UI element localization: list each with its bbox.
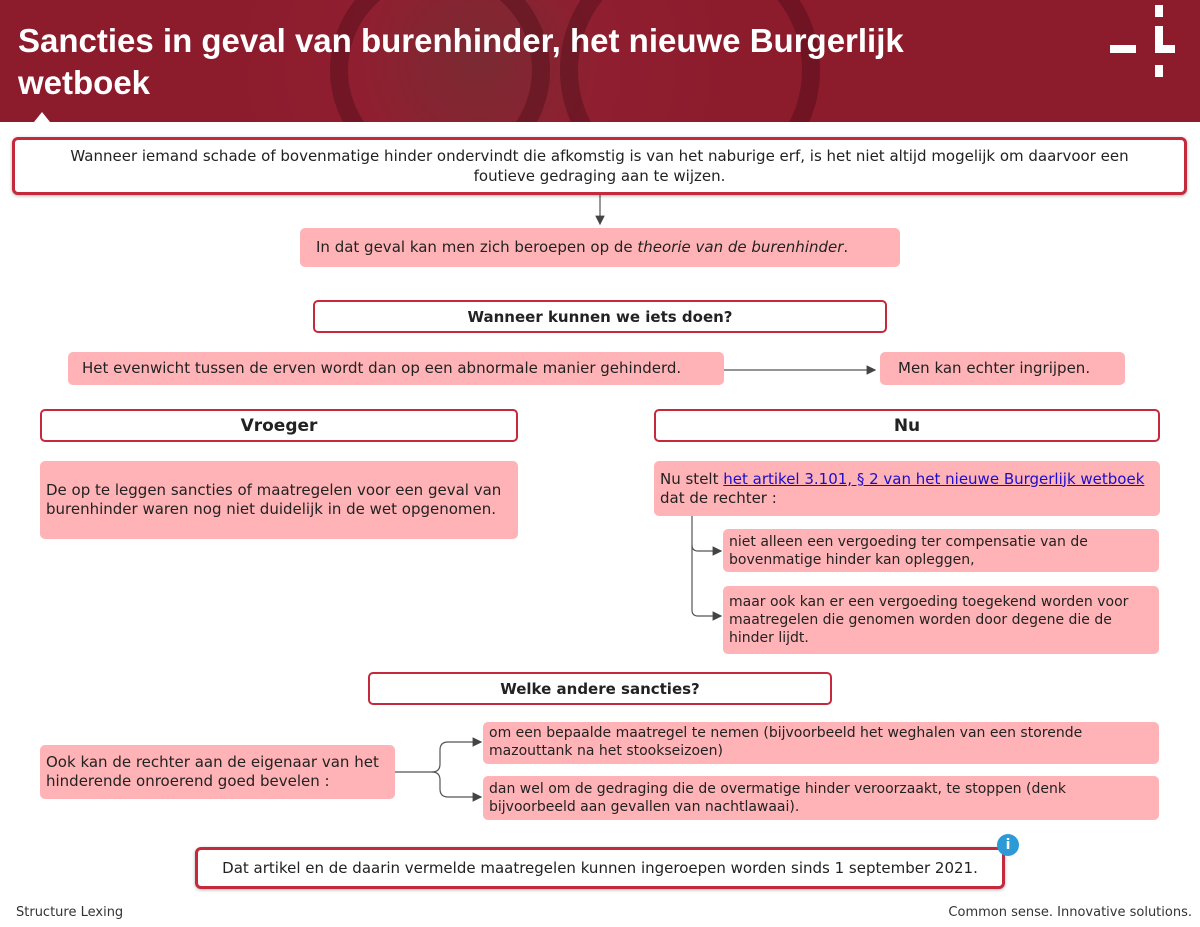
question-other: Welke andere sancties?: [368, 672, 832, 705]
before-text-box: De op te leggen sancties of maatregelen voor een geval van burenhinder waren nog niet duidelijk in de wet opgenomen.: [40, 461, 518, 539]
connector-other-2: [432, 772, 481, 797]
other-text-box: Ook kan de rechter aan de eigenaar van het hinderende onroerend goed bevelen :: [40, 745, 395, 799]
footer-left: Structure Lexing: [16, 905, 124, 920]
now-item-2: maar ook kan er een vergoeding toegekend worden voor maatregelen die genomen worden door degene die de hinder lijdt.: [723, 586, 1159, 654]
intro-box: Wanneer iemand schade of bovenmatige hinder ondervindt die afkomstig is van het naburige erf, is het niet altijd mogelijk om daarvoor een foutieve gedraging aan te wijzen.: [12, 137, 1187, 195]
now-text-box: [654, 461, 1160, 516]
other-item-2: dan wel om de gedraging die de overmatige hinder veroorzaakt, te stoppen (denk bijvoorbeeld aan gevallen van nachtlawaai).: [483, 776, 1159, 820]
now-suffix: dat de rechter :: [660, 488, 777, 507]
theory-text: In dat geval kan men zich beroepen op de: [316, 238, 638, 256]
article-link[interactable]: het artikel 3.101, § 2 van het nieuwe Burgerlijk wetboek: [723, 469, 1145, 488]
info-icon[interactable]: i: [997, 834, 1019, 856]
theory-term: theorie van de burenhinder: [637, 238, 844, 256]
balance-box: Het evenwicht tussen de erven wordt dan op een abnormale manier gehinderd.: [68, 352, 724, 385]
footer-right: Common sense. Innovative solutions.: [948, 905, 1192, 920]
now-item-1: niet alleen een vergoeding ter compensatie van de bovenmatige hinder kan opleggen,: [723, 529, 1159, 572]
connector-now-1: [692, 516, 721, 551]
question-when: Wanneer kunnen we iets doen?: [313, 300, 887, 333]
page-title: Sancties in geval van burenhinder, het nieuwe Burgerlijk wetboek: [18, 22, 904, 101]
connector-now-2: [692, 545, 721, 616]
intervene-box: Men kan echter ingrijpen.: [880, 352, 1125, 385]
theory-suffix: .: [843, 238, 849, 256]
connector-other-1: [395, 742, 481, 772]
now-heading: Nu: [654, 409, 1160, 442]
note-box: Dat artikel en de daarin vermelde maatregelen kunnen ingeroepen worden sinds 1 september 2021.: [195, 847, 1005, 889]
now-prefix: Nu stelt: [660, 469, 724, 488]
before-heading: Vroeger: [40, 409, 518, 442]
other-item-1: om een bepaalde maatregel te nemen (bijvoorbeeld het weghalen van een storende mazouttank na het stookseizoen): [483, 722, 1159, 764]
theory-box: [300, 228, 900, 267]
